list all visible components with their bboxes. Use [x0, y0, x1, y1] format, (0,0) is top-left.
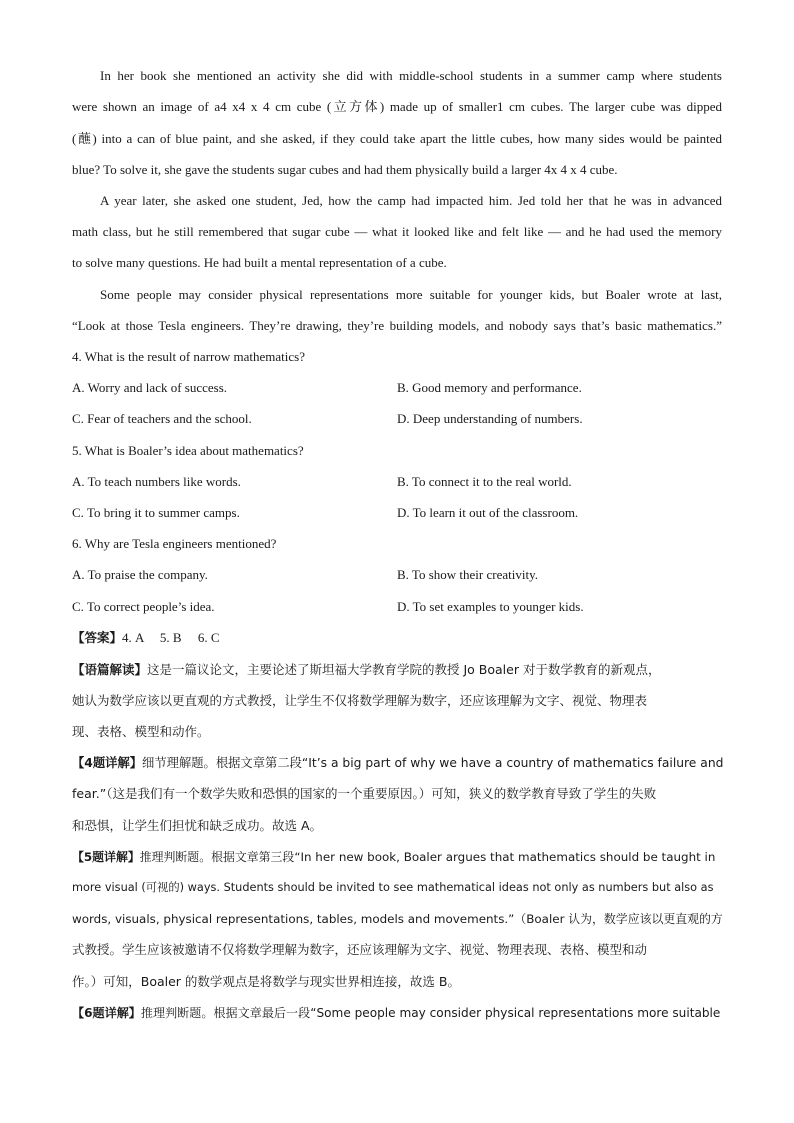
detail-6-line-1: [72, 1004, 722, 1022]
detail-4-text-1: 细节理解题。根据文章第二段“It’s a big part of why we have a country of mathematics failure and: [142, 756, 724, 770]
question-4-stem: 4. What is the result of narrow mathematics?: [72, 349, 305, 364]
detail-6-text-1: 推理判断题。根据文章最后一段“Some people may consider physical representations more suitable: [140, 1006, 721, 1020]
answer-text: 4. A 5. B 6. C: [122, 630, 220, 645]
analysis-text-1: 这是一篇议论文，主要论述了斯坦福大学教育学院的教授 Jo Boaler 对于数学教育的新观点，: [147, 662, 661, 677]
question-6-option-c: C. To correct people’s idea.: [72, 599, 215, 614]
question-5-option-b: B. To connect it to the real world.: [397, 474, 572, 489]
detail-5-line-2: more visual (可视的) ways. Students should be invited to see mathematical ideas not only as numbers but also as: [72, 881, 714, 894]
passage-p1-line-2: were shown an image of a4 x4 x 4 cm cube (立方体) made up of smaller1 cm cubes. The larger cube was dipped: [72, 99, 722, 114]
question-5-stem: 5. What is Boaler’s idea about mathematics?: [72, 443, 304, 458]
question-4-option-b: B. Good memory and performance.: [397, 380, 582, 395]
detail-5-line-5: 作。）可知，Boaler 的数学观点是将数学与现实世界相连接，故选 B。: [72, 974, 460, 989]
question-6-stem: 6. Why are Tesla engineers mentioned?: [72, 536, 277, 551]
question-5-option-c: C. To bring it to summer camps.: [72, 505, 240, 520]
detail-5-label: 【5题详解】: [72, 850, 140, 864]
analysis-line-1: [72, 661, 722, 679]
question-6-option-b: B. To show their creativity.: [397, 567, 538, 582]
answer-line: [72, 629, 722, 647]
analysis-line-2: 她认为数学应该以更直观的方式教授，让学生不仅将数学理解为数字，还应该理解为文字、视觉、物理表: [72, 693, 648, 708]
analysis-label: 【语篇解读】: [72, 662, 148, 677]
passage-p2-line-3: to solve many questions. He had built a mental representation of a cube.: [72, 255, 447, 270]
passage-p1-line-4: blue? To solve it, she gave the students sugar cubes and had them physically build a larger 4x 4 x 4 cube.: [72, 162, 618, 177]
question-6-option-a: A. To praise the company.: [72, 567, 208, 582]
passage-p2-line-2: math class, but he still remembered that sugar cube — what it looked like and felt like — and he had used the memory: [72, 224, 722, 239]
detail-4-line-2: fear.”（这是我们有一个数学失败和恐惧的国家的一个重要原因。）可知，狭义的数学教育导致了学生的失败: [72, 786, 657, 801]
detail-5-line-1: [72, 848, 722, 866]
detail-5-line-4: 式教授。学生应该被邀请不仅将数学理解为数字，还应该理解为文字、视觉、物理表现、表格、模型和动: [72, 942, 648, 957]
detail-4-line-3: 和恐惧，让学生们担忧和缺乏成功。故选 A。: [72, 818, 323, 833]
passage-p2-line-1: A year later, she asked one student, Jed, how the camp had impacted him. Jed told her that he was in advanced: [100, 193, 722, 208]
detail-4-label: 【4题详解】: [72, 756, 143, 770]
detail-6-label: 【6题详解】: [72, 1006, 141, 1020]
detail-5-text-1: 推理判断题。根据文章第三段“In her new book, Boaler argues that mathematics should be taught in: [139, 850, 716, 864]
question-6-option-d: D. To set examples to younger kids.: [397, 599, 584, 614]
question-5-option-a: A. To teach numbers like words.: [72, 474, 241, 489]
question-5-option-d: D. To learn it out of the classroom.: [397, 505, 579, 520]
question-4-option-a: A. Worry and lack of success.: [72, 380, 228, 395]
passage-p3-line-1: Some people may consider physical representations more suitable for younger kids, but Boaler wrote at last,: [100, 287, 722, 302]
detail-4-line-1: [72, 754, 722, 772]
answer-label: 【答案】: [72, 630, 123, 645]
passage-p3-line-2: “Look at those Tesla engineers. They’re drawing, they’re building models, and nobody says that’s basic mathematics.”: [72, 318, 722, 333]
detail-5-line-3: words, visuals, physical representations, tables, models and movements.”（Boaler 认为，数学应该以更直观的方: [72, 912, 723, 926]
passage-p1-line-3: (蘸) into a can of blue paint, and she asked, if they could take apart the little cubes, how many sides would be painted: [72, 131, 722, 146]
question-4-option-d: D. Deep understanding of numbers.: [397, 411, 583, 426]
passage-p1-line-1: In her book she mentioned an activity she did with middle-school students in a summer camp where students: [100, 68, 722, 83]
question-4-option-c: C. Fear of teachers and the school.: [72, 411, 252, 426]
analysis-line-3: 现、表格、模型和动作。: [72, 724, 210, 739]
